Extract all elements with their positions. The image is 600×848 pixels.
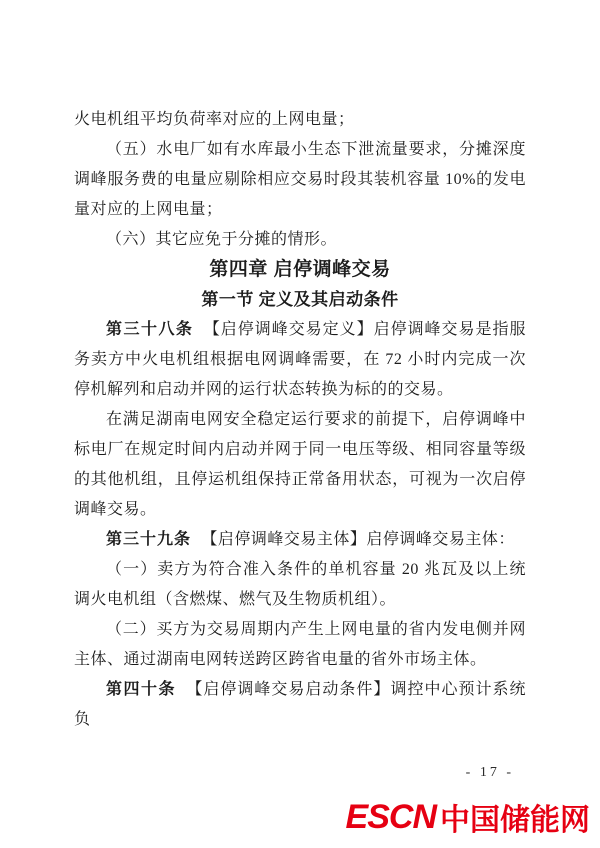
article-40-number: 第四十条 [106,681,177,698]
article-39-label: 【启停调峰交易主体】 [201,531,367,548]
body-paragraph-continuation: 火电机组平均负荷率对应的上网电量； [74,111,355,128]
list-item-1: （一）卖方为符合准入条件的单机容量 20 兆瓦及以上统调火电机组（含燃煤、燃气及生物质机组）。 [74,561,526,608]
list-item-6: （六）其它应免于分摊的情形。 [106,231,338,248]
body-paragraph-condition: 在满足湖南电网安全稳定运行要求的前提下，启停调峰中标电厂在规定时间内启动并网于同一电压等级、相同容量等级的其他机组，且停运机组保持正常备用状态，可视为一次启停调峰交易。 [74,411,526,518]
article-38-label: 【启停调峰交易定义】 [203,321,374,338]
section-heading: 第一节 定义及其启动条件 [201,290,399,309]
article-39-paragraph [74,525,526,555]
article-39-text: 启停调峰交易主体： [366,531,515,548]
logo-chinese-text: 中国储能网 [440,804,590,837]
article-40-text: 调控中心预计系统负 [74,681,526,728]
article-38-number: 第三十八条 [106,321,194,338]
chapter-heading: 第四章 启停调峰交易 [209,259,391,280]
logo-latin-text: ESCN [345,797,436,836]
escn-watermark-logo [346,795,590,839]
list-item-2: （二）买方为交易周期内产生上网电量的省内发电侧并网主体、通过湖南电网转送跨区跨省电量的省外市场主体。 [74,621,526,668]
article-38-text: 启停调峰交易是指服务卖方中火电机组根据电网调峰需要，在 72 小时内完成一次停机解列和启动并网的运行状态转换为标的的交易。 [74,321,526,398]
article-38-paragraph [74,315,526,405]
article-40-paragraph [74,675,526,735]
page-number: - 17 - [465,765,514,780]
article-40-label: 【启停调峰交易启动条件】 [186,681,391,698]
list-item-5: （五）水电厂如有水库最小生态下泄流量要求，分摊深度调峰服务费的电量应剔除相应交易时段其装机容量 10%的发电量对应的上网电量； [74,141,526,218]
article-39-number: 第三十九条 [106,531,192,548]
document-body [74,105,526,735]
